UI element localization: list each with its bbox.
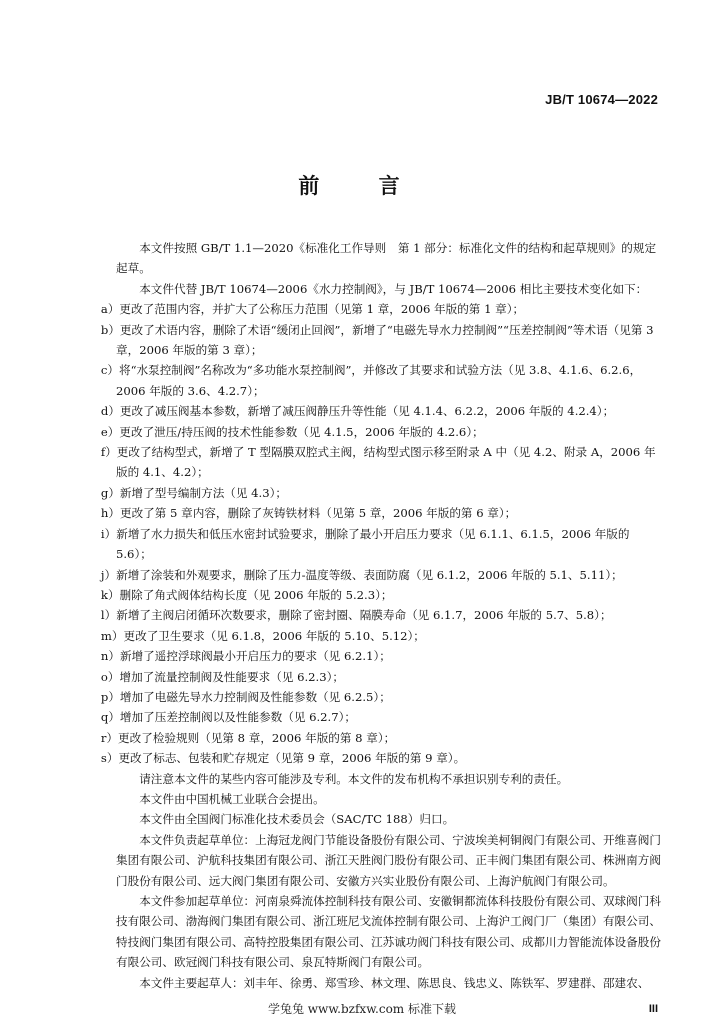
list-item: f）更改了结构型式，新增了 T 型隔膜双腔式主阀，结构型式图示移至附录 A 中（见 4.2、附录 A，2006 年版的 4.1、4.2）； <box>100 445 656 480</box>
list-item: r）更改了检验规则（见第 8 章，2006 年版的第 8 章）； <box>100 730 396 745</box>
list-item: e）更改了泄压/持压阀的技术性能参数（见 4.1.5，2006 年版的 4.2.6）； <box>100 424 484 439</box>
closing-paragraph: 本文件由全国阀门标准化技术委员会（SAC/TC 188）归口。 <box>139 812 455 827</box>
list-item: s）更改了标志、包装和贮存规定（见第 9 章，2006 年版的第 9 章）。 <box>100 751 466 766</box>
standard-number: JB/T 10674—2022 <box>545 92 658 107</box>
page-number: III <box>648 1003 658 1015</box>
document-body <box>100 238 662 993</box>
list-item: g）新增了型号编制方法（见 4.3）； <box>100 485 287 500</box>
list-item: n）新增了遥控浮球阀最小开启压力的要求（见 6.2.1）； <box>100 649 391 664</box>
list-item: m）更改了卫生要求（见 6.1.8，2006 年版的 5.10、5.12）； <box>100 628 425 643</box>
list-item: o）增加了流量控制阀及性能要求（见 6.2.3）； <box>100 669 344 684</box>
page-title: 前 言 <box>298 174 426 198</box>
list-item: a）更改了范围内容，并扩大了公称压力范围（见第 1 章，2006 年版的第 1 章）； <box>100 302 525 317</box>
list-item: h）更改了第 5 章内容，删除了灰铸铁材料（见第 5 章，2006 年版的第 6 章）； <box>100 506 517 521</box>
list-item: p）增加了电磁先导水力控制阀及性能参数（见 6.2.5）； <box>100 689 391 704</box>
intro-paragraph: 本文件代替 JB/T 10674—2006《水力控制阀》，与 JB/T 10674—2006 相比主要技术变化如下： <box>139 281 648 296</box>
list-item: q）增加了压差控制阀以及性能参数（见 6.2.7）； <box>100 710 357 725</box>
closing-paragraph: 请注意本文件的某些内容可能涉及专利。本文件的发布机构不承担识别专利的责任。 <box>139 771 569 786</box>
closing-paragraph: 本文件负责起草单位：上海冠龙阀门节能设备股份有限公司、宁波埃美柯铜阀门有限公司、开维喜阀门集团有限公司、沪航科技集团有限公司、浙江天胜阀门股份有限公司、正丰阀门集团有限公司、株洲南方阀门股份有限公司、远大阀门集团有限公司、安徽方兴实业股份有限公司、上海沪航阀门有限公司。 <box>116 832 661 888</box>
changes-list <box>100 299 662 768</box>
list-item: i）新增了水力损失和低压水密封试验要求，删除了最小开启压力要求（见 6.1.1、6.1.5，2006 年版的 5.6）； <box>100 526 630 562</box>
footer-watermark: 学兔兔 www.bzfxw.com 标准下载 <box>267 1002 457 1016</box>
list-item: d）更改了减压阀基本参数，新增了减压阀静压升等性能（见 4.1.4、6.2.2，2006 年版的 4.2.4）； <box>100 404 615 419</box>
list-item: j）新增了涂装和外观要求，删除了压力-温度等级、表面防腐（见 6.1.2，2006 年版的 5.1、5.11）； <box>100 567 623 582</box>
intro-paragraph: 本文件按照 GB/T 1.1—2020《标准化工作导则 第 1 部分：标准化文件的结构和起草规则》的规定起草。 <box>116 241 657 276</box>
list-item: l）新增了主阀启闭循环次数要求，删除了密封圈、隔膜寿命（见 6.1.7，2006 年版的 5.7、5.8）； <box>100 608 612 623</box>
list-item: k）删除了角式阀体结构长度（见 2006 年版的 5.2.3）； <box>100 587 393 602</box>
list-item: c）将“水泵控制阀”名称改为“多功能水泵控制阀”，并修改了其要求和试验方法（见 3.8、4.1.6、6.2.6，2006 年版的 3.6、4.2.7）； <box>100 363 642 398</box>
closing-paragraph: 本文件主要起草人：刘丰年、徐勇、郑雪珍、林文理、陈思良、钱忠义、陈铁军、罗建群、邵建农、 <box>139 975 650 990</box>
list-item: b）更改了术语内容，删除了术语“缓闭止回阀”，新增了“电磁先导水力控制阀”“压差控制阀”等术语（见第 3 章，2006 年版的第 3 章）； <box>100 322 654 358</box>
closing-paragraph: 本文件参加起草单位：河南泉舜流体控制科技有限公司、安徽铜都流体科技股份有限公司、双球阀门科技有限公司、渤海阀门集团有限公司、浙江班尼戈流体控制有限公司、上海沪工阀门厂（集团）有限公司、特技阀门集团有限公司、高特控股集团有限公司、江苏诚功阀门科技有限公司、成都川力智能流体设备股份有限公司、欧冠阀门科技有限公司、泉瓦特斯阀门有限公司。 <box>116 894 661 970</box>
closing-paragraph: 本文件由中国机械工业联合会提出。 <box>139 791 325 806</box>
